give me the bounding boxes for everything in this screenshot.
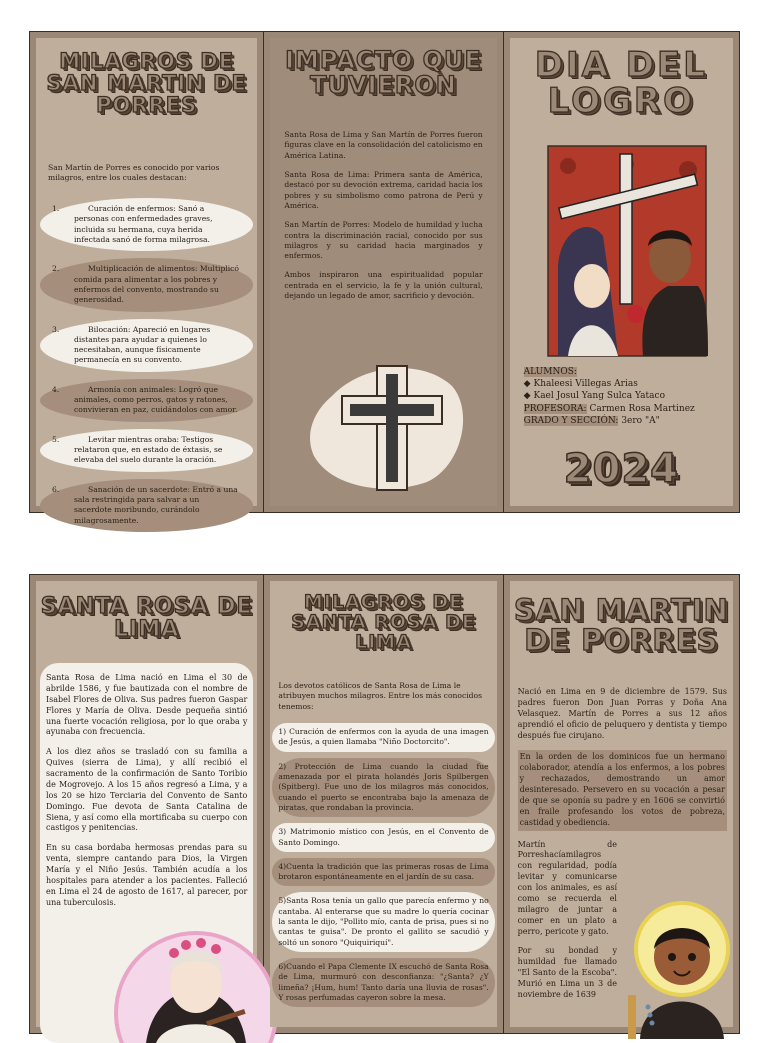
- list-item: 4)Cuenta la tradición que las primeras rosas de Lima brotaron espontáneamente en el jardín de su casa.: [272, 858, 494, 887]
- panel-intro: Los devotos católicos de Santa Rosa de Lima le atribuyen muchos milagros. Entre los más conocidos tenemos:: [278, 681, 482, 711]
- panel-title: SANTA ROSA DE LIMA: [40, 594, 253, 643]
- item-number: 6.: [52, 484, 60, 494]
- list-item: 1) Curación de enfermos con la ayuda de una imagen de Jesús, a quien llamaba "Niño Doctorcito".: [272, 723, 494, 752]
- panel-title: DIA DEL LOGRO: [534, 45, 708, 121]
- miracle-list: [40, 198, 253, 539]
- grado-value: 3ero "A": [621, 415, 660, 426]
- item-text: Multiplicación de alimentos: Multiplicó comida para alimentar a los pobres y enfermos del convento, mostrando su generosidad.: [74, 264, 239, 305]
- panel-santa-rosa: [30, 575, 264, 1033]
- item-number: 5.: [52, 434, 60, 444]
- student-item: ◆ Khaleesi Villegas Arias: [523, 379, 638, 390]
- student-name: Kael Josul Yang Sulca Yataco: [533, 391, 665, 402]
- item-text: Bilocación: Apareció en lugares distantes para ayudar a quienes lo necesitaban, aunque físicamente permanecía en su convento.: [74, 324, 211, 365]
- item-number: 4.: [52, 384, 60, 394]
- santa-rosa-illustration: [106, 923, 266, 1043]
- list-item: [40, 258, 253, 311]
- student-name: Khaleesi Villegas Arias: [533, 379, 638, 390]
- panel-milagros-san-martin: [30, 32, 264, 525]
- panel-background: [510, 581, 733, 1027]
- paragraph: Santa Rosa de Lima nació en Lima el 30 de abrilde 1586, y fue bautizada con el nombre de Isabel Flores de Oliva. Sus padres fueron Gaspar Flores y María de Oliva. Desde pequeña sintió una fuerte vocación religiosa, por lo que oraba y ayunaba con frecuencia.: [46, 673, 248, 737]
- grado-label: GRADO Y SECCIÓN:: [523, 415, 619, 426]
- rosa-miracle-list: [272, 723, 494, 1013]
- list-item: [40, 479, 253, 532]
- panel-title: SAN MARTIN DE PORRES: [513, 593, 729, 658]
- panel-background: [270, 581, 496, 1027]
- panel-title: MILAGROS DE SANTA ROSA DE LIMA: [291, 591, 476, 653]
- item-text: Curación de enfermos: Sanó a personas con enfermedades graves, incluida su hermana, cuya herida infectada sanó de forma milagrosa.: [74, 204, 213, 244]
- list-item: 6)Cuando el Papa Clemente IX escuchó de Santa Rosa de Lima, murmuró con desconfianza: "¿Santa? ¿Y limeña? ¡Hum, hum! Tanto daría una lluvia de rosas". Y rosas perfumadas cayeron sobre la mesa.: [272, 958, 494, 1007]
- paragraph: San Martín de Porres: Modelo de humildad y lucha contra la discriminación racial, conocido por sus milagros y su caridad hacia marginados y enfermos.: [284, 220, 483, 261]
- paragraph: Santa Rosa de Lima: Primera santa de América, destacó por su devoción extrema, caridad hacia los pobres y su simbolismo como patrona de Perú y América.: [284, 169, 483, 210]
- profesora-label: PROFESORA:: [523, 403, 587, 414]
- panel-intro: San Martín de Porres es conocido por varios milagros, entre los cuales destacan:: [48, 163, 220, 183]
- item-text: Sanación de un sacerdote: Entró a una sala restringida para salvar a un sacerdote moribundo, curándolo milagrosamente.: [74, 484, 238, 525]
- panel-background: [510, 38, 733, 506]
- list-item: [40, 379, 253, 422]
- brochure-inner-side: [29, 574, 740, 1034]
- panel-milagros-santa-rosa: [264, 575, 503, 1033]
- list-item: [40, 319, 253, 372]
- alumnos-label: ALUMNOS:: [523, 367, 577, 377]
- paragraph: Ambos inspiraron una espiritualidad popular centrada en el servicio, la fe y la unión cultural, dejando un legado de amor, sacrificio y devoción.: [284, 270, 483, 301]
- impact-text: [284, 130, 482, 310]
- paragraph: Nació en Lima en 9 de diciembre de 1579. Sus padres fueron Don Juan Porras y Doña Ana Velasquez. Martín de Porres a sus 12 años aprendió el oficio de peluquero y dentista y tiempo después fue cirujano.: [517, 687, 727, 740]
- panel-impacto: [264, 32, 503, 512]
- cross-icon: [302, 356, 472, 496]
- panel-title: IMPACTO QUE TUVIERON: [285, 46, 482, 100]
- profesora-name: Carmen Rosa Martinez: [589, 403, 695, 414]
- list-item: 2) Protección de Lima cuando la ciudad fue amenazada por el pirata holandés Joris Spilbergen (Spitberg). Fue uno de los milagros más conocidos, cuando el puerto se encontraba bajo la amenaza de piratas, que rondaban la provincia.: [272, 758, 494, 818]
- item-number: 1.: [52, 204, 60, 213]
- brochure-outer-side: [29, 31, 740, 525]
- panel-background: [270, 38, 496, 506]
- list-item: 5)Santa Rosa tenía un gallo que parecía enfermo y no cantaba. Al enterarse que su madre lo quería cocinar la santa le dijo, "Pollito mío, canta de prisa, pues si no cantas te guisa". De pronto el gallito se sacudió y soltó un sonoro "Quiquiriquí".: [272, 892, 494, 952]
- san-martin-illustration: [620, 899, 738, 1039]
- credits: [524, 366, 727, 427]
- student-item: ◆ Kael Josul Yang Sulca Yataco: [523, 391, 665, 402]
- item-number: 2.: [52, 264, 60, 274]
- item-text: Armonía con animales: Logró que animales, como perros, gatos y ratones, convivieran en paz, cuidándolos con amor.: [74, 384, 238, 415]
- paragraph: Por su bondad y humildad fue llamado "El Santo de la Escoba". Murió en Lima un 3 de noviembre de 1639: [517, 946, 617, 999]
- paragraph: En la orden de los dominicos fue un hermano colaborador, atendía a los enfermos, a los pobres y rechazados, demostrando un amor desinteresado. Persevero en su vocación a pesar de que se oponía su padre y en 1606 se convirtió en fraile profesando los votos de pobreza, castidad y obediencia.: [518, 750, 727, 830]
- paragraph: Santa Rosa de Lima y San Martín de Porres fueron figuras clave en la consolidación del catolicismo en América Latina.: [284, 130, 483, 160]
- paragraph: En su casa bordaba hermosas prendas para su venta, siempre cantando para Dios, la Virgen María y el Niño Jesús. También acudía a los hospitales para atender a los pacientes. Falleció en Lima el 24 de agosto de 1617, al parecer, por una tuberculosis.: [46, 843, 248, 907]
- panel-san-martin: [504, 575, 739, 1033]
- panel-dia-del-logro: [504, 32, 739, 512]
- year-title: 2024: [563, 446, 679, 492]
- list-item: [40, 429, 253, 472]
- panel-background: [36, 38, 257, 525]
- paragraph: Martín de Porreshacíamilagros con regularidad, podía levitar y comunicarse con los animales, es así como se recuerda el milagro de juntar a comer en un plato a perro, pericote y gato.: [517, 839, 617, 936]
- saints-illustration: [548, 146, 706, 356]
- list-item: [40, 198, 253, 251]
- santa-rosa-bio: [46, 673, 247, 918]
- panel-background: [36, 581, 257, 1027]
- item-number: 3.: [52, 324, 60, 334]
- item-text: Levitar mientras oraba: Testigos relataron que, en estado de éxtasis, se elevaba del suelo durante la oración.: [74, 434, 223, 465]
- list-item: 3) Matrimonio místico con Jesús, en el Convento de Santo Domingo.: [272, 823, 494, 852]
- panel-title: MILAGROS DE SAN MARTIN DE PORRES: [46, 49, 247, 118]
- paragraph: A los diez años se trasladó con su familia a Quives (sierra de Lima), y allí recibió el sacramento de la confirmación de Santo Toribio de Mogrovejo. A los 15 años regresó a Lima, y a los 20 se hizo Terciaria del Convento de Santo Domingo. Fue devota de Santa Catalina de Siena, y así como ella mortificaba su cuerpo con castigos y penitencias.: [46, 747, 248, 833]
